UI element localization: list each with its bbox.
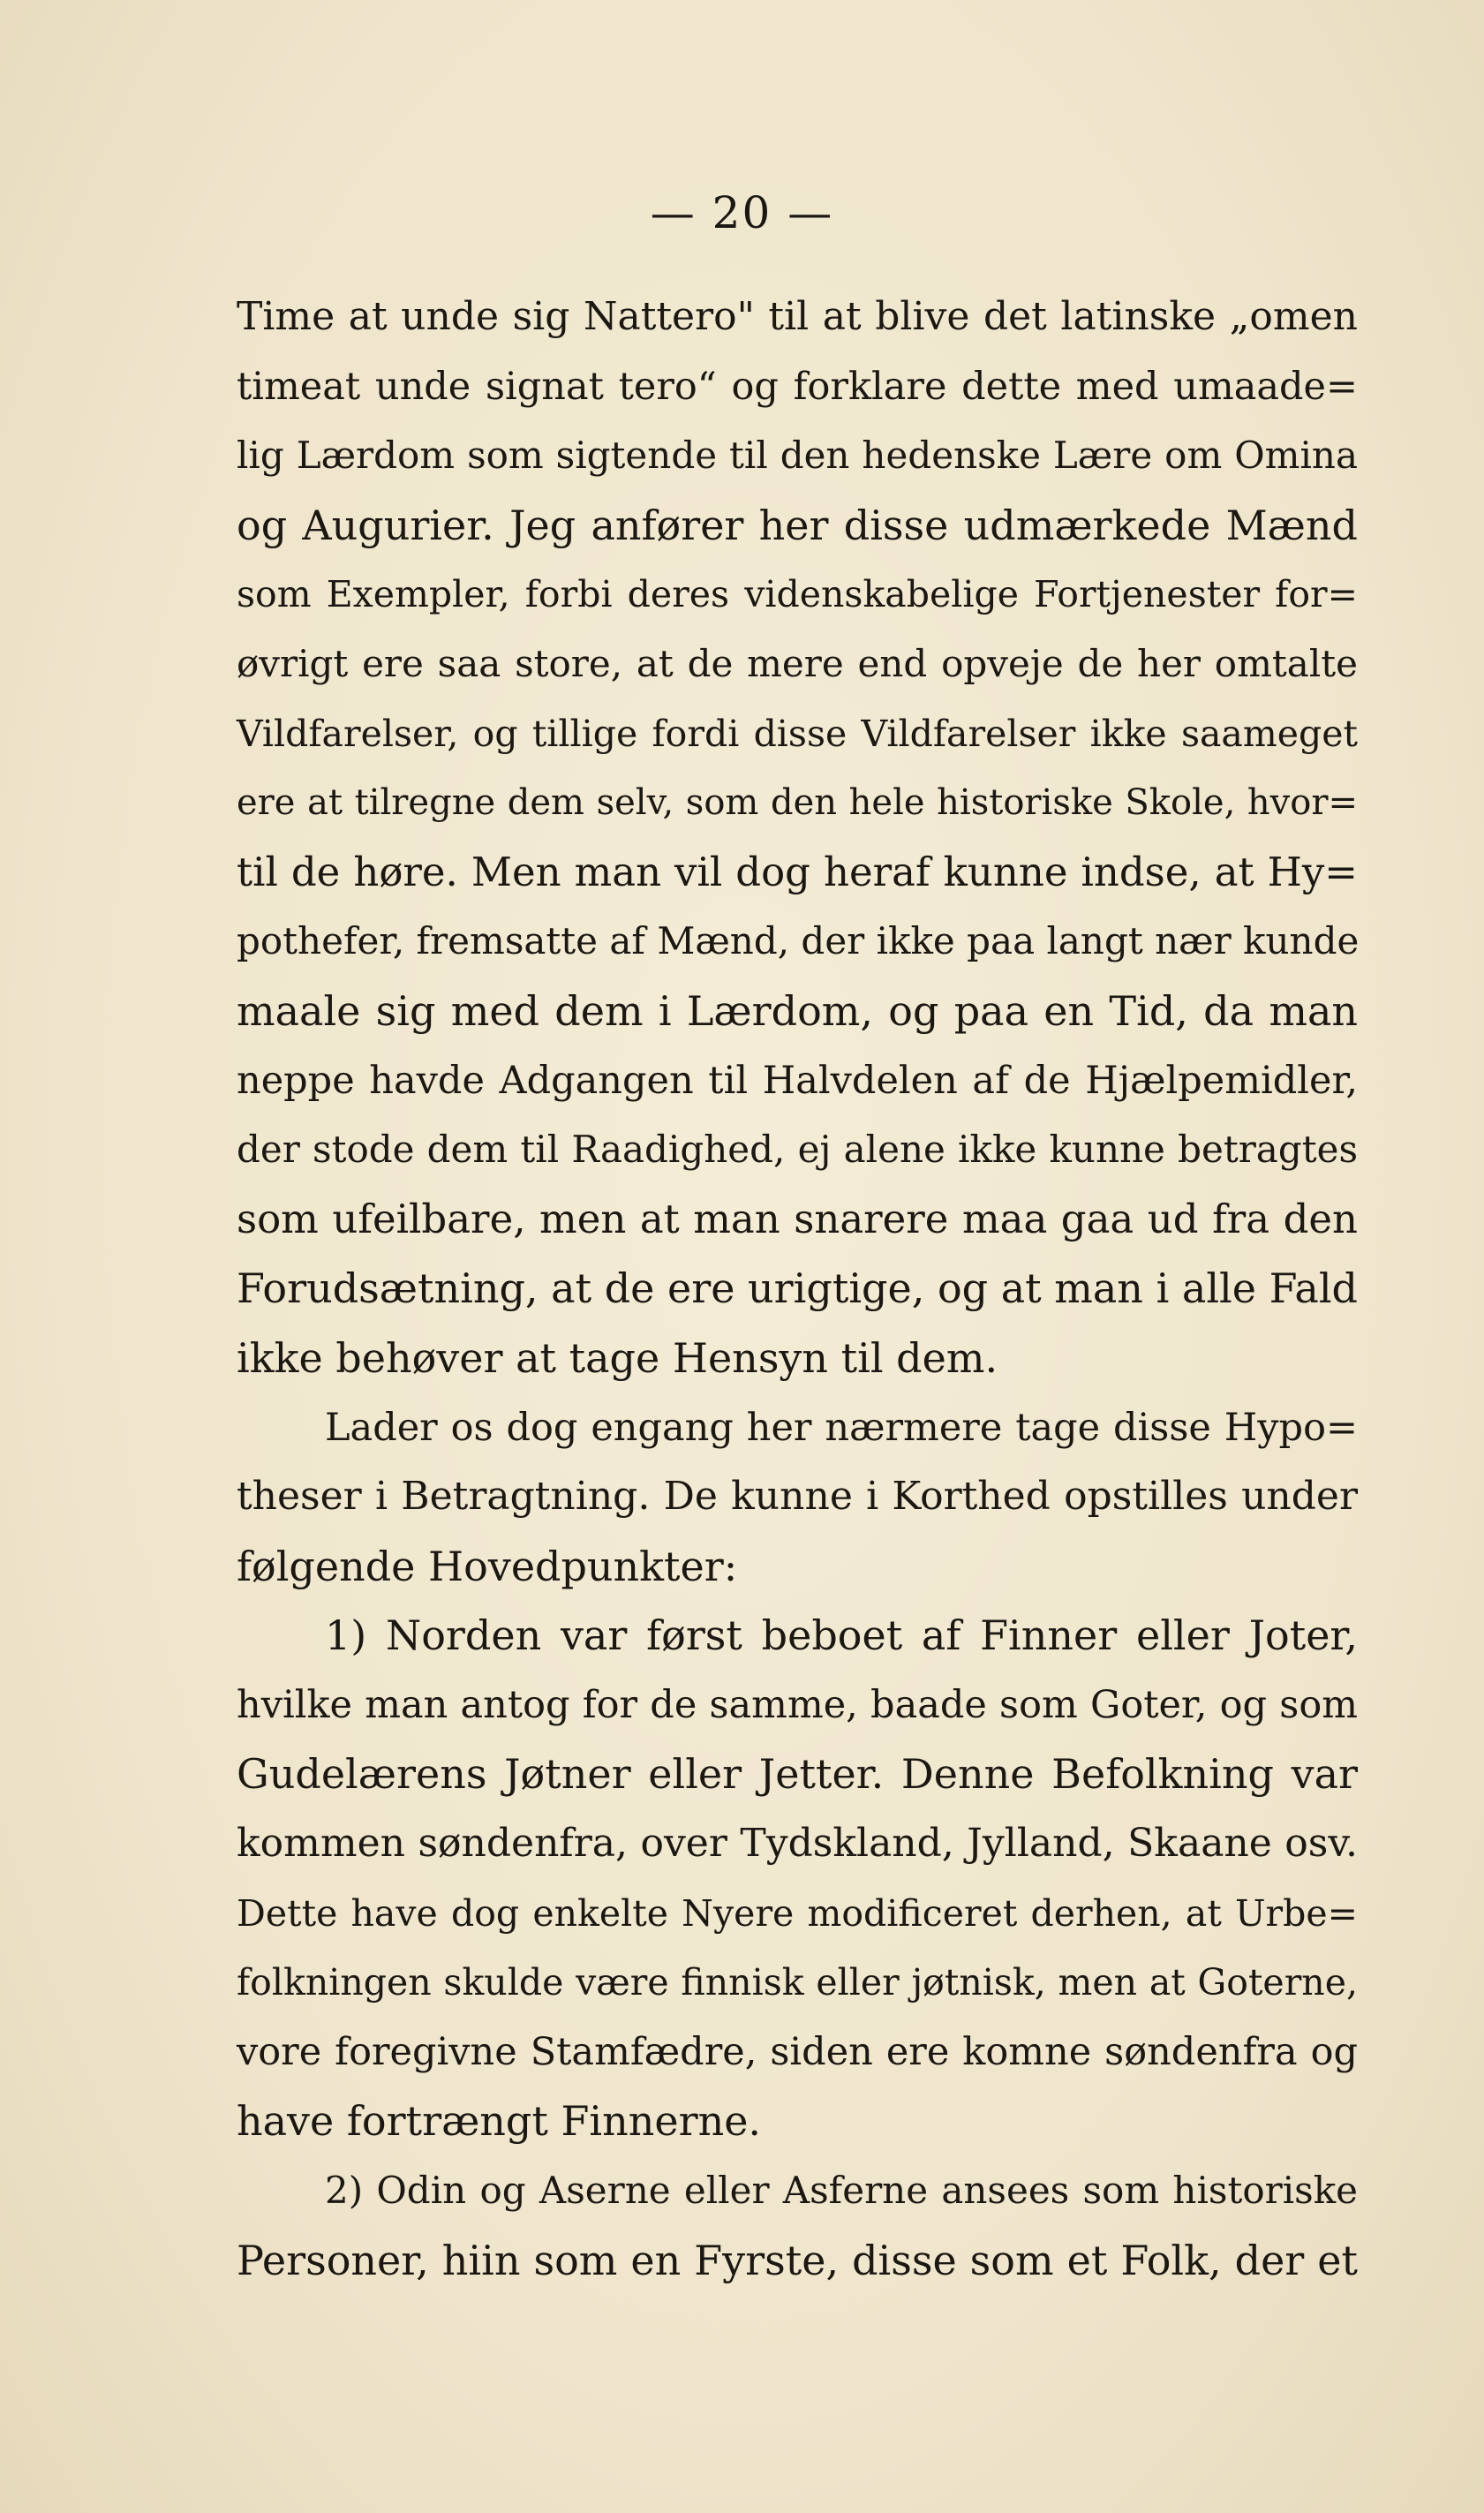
- text-line: følgende Hovedpunkter:: [237, 1542, 738, 1590]
- text-line: Personer, hiin som en Fyrste, disse som et Folk, der et: [237, 2236, 1358, 2284]
- text-line: 2) Odin og Aserne eller Asferne ansees som historiske: [325, 2169, 1358, 2213]
- text-line: 1) Norden var først beboet af Finner eller Joter,: [325, 1611, 1358, 1660]
- text-line: Vildfarelser, og tillige fordi disse Vildfarelser ikke saameget: [237, 712, 1358, 755]
- text-line: lig Lærdom som sigtende til den hedenske Lære om Omina: [237, 434, 1358, 478]
- text-line: til de høre. Men man vil dog heraf kunne indse, at Hy=: [237, 848, 1358, 895]
- text-line: som ufeilbare, men at man snarere maa gaa ud fra den: [237, 1195, 1358, 1242]
- text-line: hvilke man antog for de samme, baade som Goter, og som: [237, 1682, 1358, 1727]
- text-line: og Augurier. Jeg anfører her disse udmærkede Mænd: [237, 501, 1358, 549]
- text-line: theser i Betragtning. De kunne i Korthed opstilles under: [237, 1474, 1358, 1520]
- text-line: neppe havde Adgangen til Halvdelen af de Hjælpemidler,: [237, 1058, 1358, 1103]
- text-line: Gudelærens Jøtner eller Jetter. Denne Befolkning var: [237, 1750, 1358, 1799]
- text-line: Time at unde sig Nattero" til at blive det latinske „omen: [237, 294, 1358, 339]
- text-line: maale sig med dem i Lærdom, og paa en Tid, da man: [237, 986, 1358, 1035]
- text-line: folkningen skulde være finnisk eller jøtnisk, men at Goterne,: [237, 1961, 1358, 2004]
- text-line: ikke behøver at tage Hensyn til dem.: [237, 1333, 998, 1382]
- page-number: — 20 —: [650, 187, 834, 238]
- text-line: som Exempler, forbi deres videnskabelige Fortjenester for=: [237, 573, 1358, 616]
- text-line: kommen søndenfra, over Tydskland, Jylland, Skaane osv.: [237, 1821, 1358, 1867]
- text-line: ere at tilregne dem selv, som den hele historiske Skole, hvor=: [237, 782, 1358, 824]
- text-line: Dette have dog enkelte Nyere modificeret derhen, at Urbe=: [237, 1891, 1358, 1935]
- text-line: timeat unde signat tero“ og forklare dette med umaade=: [237, 364, 1358, 409]
- text-line: have fortrængt Finnerne.: [237, 2097, 762, 2146]
- text-line: Lader os dog engang her nærmere tage disse Hypo=: [325, 1405, 1358, 1450]
- body-text: [237, 283, 1358, 2295]
- text-line: pothefer, fremsatte af Mænd, der ikke paa langt nær kunde: [237, 919, 1360, 963]
- text-line: der stode dem til Raadighed, ej alene ikke kunne betragtes: [237, 1128, 1358, 1172]
- text-line: vore foregivne Stamfædre, siden ere komne søndenfra og: [237, 2029, 1358, 2074]
- text-line: Forudsætning, at de ere urigtige, og at man i alle Fald: [237, 1264, 1358, 1313]
- text-line: øvrigt ere saa store, at de mere end opveje de her omtalte: [237, 641, 1358, 685]
